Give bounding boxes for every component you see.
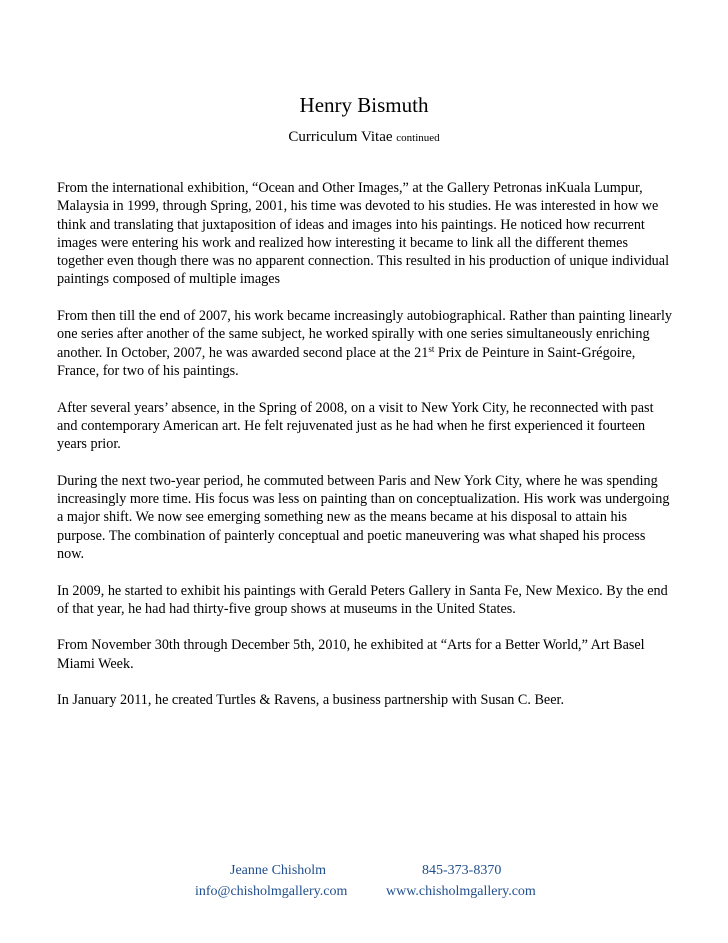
paragraph-1: From the international exhibition, “Ocean and Other Images,” at the Gallery Petronas inKuala Lumpur, Malaysia in 1999, through Spring, 2001, his time was devoted to his studies. He was interested in how we think and translating that juxtaposition of ideas and images into his paintings. He noticed how recurrent images were entering his work and realized how interesting it became to link all the different themes together even though there was no apparent connection. This resulted in his production of unique individual paintings composed of multiple images [57,180,670,288]
footer-email-link[interactable]: info@chisholmgallery.com [195,884,348,899]
subtitle-suffix: continued [396,132,440,144]
paragraph-2 [57,307,673,380]
paragraph-6: From November 30th through December 5th, 2010, he exhibited at “Arts for a Better World,” Art Basel Miami Week. [57,637,645,672]
paragraph-3: After several years’ absence, in the Spring of 2008, on a visit to New York City, he reconnected with past and contemporary American art. He felt rejuvenated just as he had when he first experienced it fourteen years prior. [57,399,654,453]
paragraph-2-text-a: From then till the end of 2007, his work became increasingly autobiographical. Rather than painting linearly one series after another of the same subject, he worked spirally with one series simultaneously enriching another. In October, 2007, he was awarded second place at the 21 [57,308,673,361]
page-title: Henry Bismuth [299,93,429,117]
ordinal-superscript: st [428,343,435,354]
paragraph-7: In January 2011, he created Turtles & Ravens, a business partnership with Susan C. Beer. [57,692,564,709]
paragraph-2-text-b: Prix de Peinture in Saint-Grégoire, France, for two of his paintings. [57,344,636,379]
footer-contact-name: Jeanne Chisholm [230,863,327,878]
paragraph-5: In 2009, he started to exhibit his paintings with Gerald Peters Gallery in Santa Fe, New Mexico. By the end of that year, he had had thirty-five group shows at museums in the United States. [57,582,668,617]
footer-website-link[interactable]: www.chisholmgallery.com [386,884,536,899]
page-subtitle [0,128,728,147]
subtitle-text: Curriculum Vitae [288,129,393,145]
document-body [57,179,673,728]
paragraph-4: During the next two-year period, he commuted between Paris and New York City, where he was spending increasingly more time. His focus was less on painting than on conceptualization. His work was undergoing a major shift. We now see emerging something new as the means became at his disposal to attain his purpose. The combination of painterly conceptual and poetic maneuvering was what shaped his process now. [57,472,670,562]
footer-phone: 845-373-8370 [422,863,502,878]
